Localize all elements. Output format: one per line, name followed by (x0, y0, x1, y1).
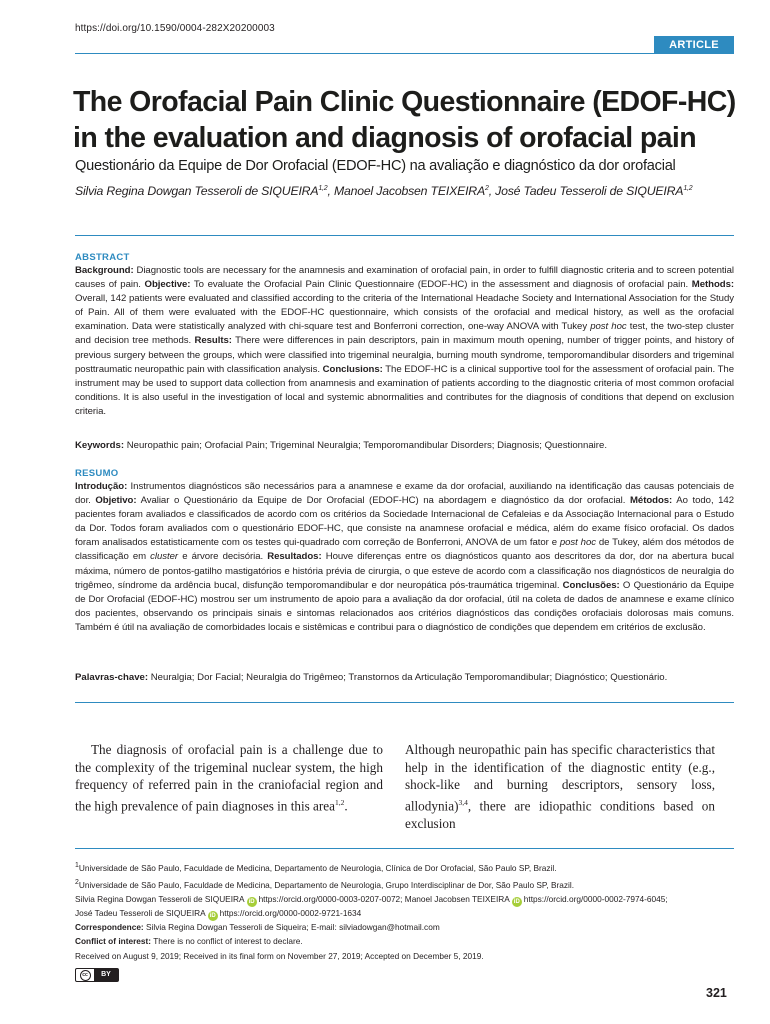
palavras-chave-label: Palavras-chave: (75, 672, 149, 683)
author-2-affiliation: 2 (484, 185, 489, 192)
palavras-chave-list: Neuralgia; Dor Facial; Neuralgia do Trigêmeo; Transtornos da Articulação Temporomandibular; Diagnóstico; Questionário. (148, 672, 668, 683)
body-column-right (405, 741, 715, 833)
cc-circle: cc (80, 970, 91, 981)
author-1-affiliation: 1,2 (318, 185, 328, 192)
resumo-heading: RESUMO (75, 468, 119, 479)
footnote-divider (75, 848, 734, 849)
abstract-results-label: Results: (194, 335, 232, 347)
resumo-objective-label: Objetivo: (95, 495, 137, 507)
resumo-methods-italic-1: post hoc (559, 537, 596, 549)
abstract-background-label: Background: (75, 265, 134, 276)
title-line-1: The Orofacial Pain Clinic Questionnaire (EDOF-HC) (73, 86, 736, 118)
resumo-methods-cont: de Tukey, além dos métodos de classificação em (75, 537, 734, 563)
resumo-conclusions: O Questionário da Equipe de Dor Orofacial (EDOF-HC) mostrou ser um instrumento de apoio para a avaliação da dor orofacial, útil na coleta de dados de anamnese e exame clínico dos pacientes, observando os principais sinais e sintomas relacionados aos critérios diagnósticos das condições orofaciais dolorosas mais comuns. Também é útil na avaliação de comorbidades locais e sistêmicas e contribui para o diagnóstico de condições que dependem em critérios de exclusão. (75, 579, 734, 633)
cc-logo-icon (76, 969, 94, 981)
resumo-intro-label: Introdução: (75, 481, 128, 492)
abstract-conclusions-label: Conclusions: (322, 363, 383, 375)
resumo-conclusions-label: Conclusões: (562, 579, 620, 591)
abstract-methods-italic: post hoc (590, 321, 627, 333)
affiliation-1 (75, 860, 734, 874)
orcid-icon[interactable]: iD (248, 899, 255, 905)
abstract-methods-label: Methods: (691, 279, 734, 291)
resumo-methods: Ao todo, 142 pacientes foram avaliados e classificados de acordo com os critérios da Sociedade Internacional de Cefaleias e da Associação Internacional para o Estudo da Dor. Todos foram avaliados com o questionário EDOF-HC, que consiste na anamnese orofacial e médica, além do exame físico orofacial. Os dados foram analisados estatisticamente com os testes qui-quadrado com correção de Bonferroni, ANOVA de um fator e (75, 495, 734, 549)
author-1: Silvia Regina Dowgan Tesseroli de SIQUEIRA (75, 184, 319, 199)
orcid-1-link[interactable]: https://orcid.org/0000-0003-0207-0072 (258, 894, 401, 904)
header-divider (75, 53, 734, 54)
author-list (75, 180, 735, 200)
abstract-conclusions: The EDOF-HC is a clinical supportive tool for the assessment of orofacial pain. The instrument may be used to support data collection from anamnesis and examination of patients according to the diagnostic criteria of most common orofacial conditions. It is also useful in the investigation of local and systemic abnormalities and contributes for the diagnosis of conditions that depend on exclusion criteria. (75, 363, 735, 417)
resumo-body (75, 480, 734, 635)
author-separator: , (327, 184, 334, 199)
resumo-methods-end: e árvore decisória. (178, 551, 268, 563)
resumo-objective: Avaliar o Questionário da Equipe de Dor Orofacial (EDOF-HC) na abordagem e diagnóstico da dor orofacial. (136, 495, 630, 507)
doi-link[interactable]: https://doi.org/10.1590/0004-282X20200003 (75, 23, 275, 34)
article-type-badge: ARTICLE (654, 36, 734, 54)
citation[interactable]: 1,2 (335, 798, 345, 808)
resumo-results-label: Resultados: (267, 551, 322, 563)
orcid-1-name: Silvia Regina Dowgan Tesseroli de SIQUEIRA (75, 894, 245, 904)
orcid-list: Silvia Regina Dowgan Tesseroli de SIQUEIRA iD https://orcid.org/0000-0003-0207-0072; Manoel Jacobsen TEIXEIRA iD https://orcid.org/0000-0002-7974-6045; José Tadeu Tesseroli de SIQUEIRA iD https://orcid.org/0000-0002-9721-1634 (75, 894, 668, 919)
correspondence (75, 921, 734, 933)
author-3: José Tadeu Tesseroli de SIQUEIRA (495, 184, 684, 199)
affiliation-2 (75, 877, 734, 891)
body-column-left (75, 741, 383, 815)
resumo-methods-label: Métodos: (629, 495, 673, 507)
page-number: 321 (706, 986, 727, 1000)
correspondence-label: Correspondence: (75, 922, 144, 932)
abstract-keywords (75, 439, 734, 453)
article-title (73, 84, 738, 156)
author-2: Manoel Jacobsen TEIXEIRA (333, 184, 485, 199)
body-right-cont: , there are idiopathic conditions based on exclusion (405, 798, 715, 832)
orcid-2-link[interactable]: https://orcid.org/0000-0002-7974-6045 (523, 894, 666, 904)
abstract-methods-cont: test, the two-step cluster and decision tree methods. (75, 321, 734, 347)
abstract-background: Diagnostic tools are necessary for the anamnesis and examination of orofacial pain, in order to fulfill diagnostic criteria and to screen potential causes of pain. (75, 265, 734, 291)
author-3-affiliation: 1,2 (683, 185, 693, 192)
resumo-intro: Instrumentos diagnósticos são necessários para a anamnese e exame da dor orofacial, auxiliando na identificação das causas potenciais de dor. (75, 481, 734, 507)
affiliation-1-number: 1 (75, 862, 79, 869)
orcid-icon[interactable]: iD (513, 899, 520, 905)
body-divider (75, 702, 734, 703)
author-separator: , (488, 184, 496, 199)
orcid-2-name: ; Manoel Jacobsen TEIXEIRA (400, 894, 510, 904)
correspondence-text[interactable]: Silvia Regina Dowgan Tesseroli de Siqueira; E-mail: silviadowgan@hotmail.com (143, 922, 440, 932)
body-right-text: Although neuropathic pain has specific characteristics that help in the identification of the diagnostic entity (e.g., shock-like and burning descriptors, sensory loss, allodynia) (405, 742, 715, 814)
creative-commons-badge[interactable] (75, 968, 119, 982)
conflict-label: Conflict of interest: (75, 936, 152, 946)
body-left-end: . (344, 798, 348, 814)
affiliation-1-text: Universidade de São Paulo, Faculdade de Medicina, Departamento de Neurologia, Clínica de Dor Orofacial, São Paulo SP, Brazil. (78, 862, 557, 873)
conflict-of-interest (75, 935, 734, 947)
received-dates: Received on August 9, 2019; Received in its final form on November 27, 2019; Accepted on December 5, 2019. (75, 951, 484, 961)
abstract-objective: To evaluate the Orofacial Pain Clinic Questionnaire (EDOF-HC) in the assessment and diagnosis of orofacial pain. (190, 279, 692, 291)
cc-by-label: BY (94, 969, 118, 981)
conflict-text: There is no conflict of interest to declare. (151, 936, 303, 946)
abstract-body (75, 264, 734, 419)
affiliation-2-number: 2 (75, 879, 79, 886)
resumo-results: Houve diferenças entre os diagnósticos quanto aos descritores da dor, dor na abertura bucal máxima, número de pontos-gatilho mastigatórios e história prévia de cirurgia, o que esteve de acordo com a classificação nos diagnósticos de neuralgia do trigêmeo, síndrome da ardência bucal, disfunção temporomandibular e dor neuropática pós-traumática trigeminal. (75, 551, 735, 591)
citation[interactable]: 3,4 (458, 798, 468, 808)
abstract-results: There were differences in pain descriptors, pain in maximum mouth opening, number of trigger points, and history of previous surgery between the groups, which were classified into trigeminal neuralgia, burning mouth syndrome, temporomandibular disorders and trigeminal posttraumatic neuropathic pain with classification analysis. (75, 335, 734, 375)
resumo-keywords (75, 671, 734, 685)
body-left-text: The diagnosis of orofacial pain is a challenge due to the complexity of the trigeminal nuclear system, the high frequency of referred pain in the craniofacial region and the high prevalence of pain diagnoses in this area (75, 742, 383, 814)
resumo-methods-italic-2: cluster (150, 551, 179, 563)
abstract-objective-label: Objective: (144, 279, 191, 291)
keywords-list: Neuropathic pain; Orofacial Pain; Trigeminal Neuralgia; Temporomandibular Disorders; Diagnosis; Questionnaire. (124, 440, 607, 451)
orcid-3-name: José Tadeu Tesseroli de SIQUEIRA (75, 908, 206, 918)
abstract-methods: Overall, 142 patients were evaluated and classified according to the criteria of the International Headache Society and International Association for the Study of Pain. All of them were evaluated with the EDOF-HC questionnaire, which consists of the orofacial and medical history, as well as the orofacial examination. Data were statistically analyzed with chi-square test and Bonferroni correction, one-way ANOVA with Tukey (75, 293, 734, 333)
article-subtitle: Questionário da Equipe de Dor Orofacial (EDOF-HC) na avaliação e diagnóstico da dor orofacial (75, 158, 676, 174)
abstract-divider (75, 235, 734, 236)
affiliation-2-text: Universidade de São Paulo, Faculdade de Medicina, Departamento de Neurologia, Grupo Interdisciplinar de Dor, São Paulo SP, Brazil. (78, 879, 575, 890)
abstract-heading: ABSTRACT (75, 252, 130, 263)
title-line-2: in the evaluation and diagnosis of orofacial pain (73, 122, 697, 154)
keywords-label: Keywords: (75, 440, 125, 451)
orcid-3-link[interactable]: https://orcid.org/0000-0002-9721-1634 (219, 908, 362, 918)
orcid-icon[interactable]: iD (209, 913, 216, 919)
